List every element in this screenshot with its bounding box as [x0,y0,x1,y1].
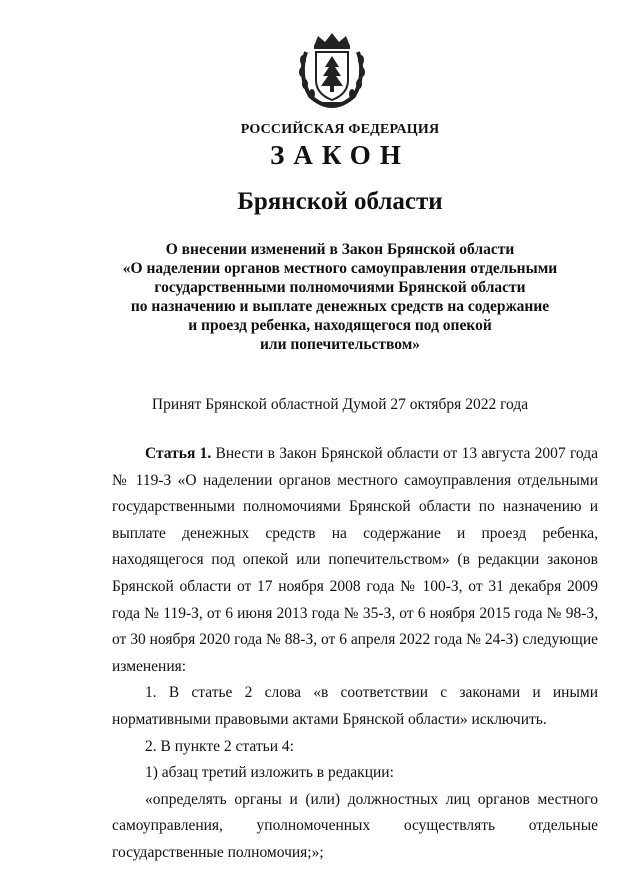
document-type: ЗАКОН [270,140,410,170]
article-1-heading: Статья 1. [145,445,212,462]
article-1-paragraph [112,441,598,680]
bryansk-coat-of-arms-icon [294,30,370,110]
law-title-line: или попечительством» [259,336,421,353]
adoption-note: Принят Брянской областной Думой 27 октября 2022 года [151,396,529,413]
list-item: «определять органы и (или) должностных лиц органов местного самоуправления, уполномоченных осуществлять отдельные государственные полномочия;»; [112,790,598,861]
law-title-line: «О наделении органов местного самоуправления отдельными [122,260,558,277]
list-item: 1. В статье 2 слова «в соответствии с законами и иными нормативными правовыми актами Брянской области» исключить. [112,684,598,728]
law-title-line: по назначению и выплате денежных средств на содержание [130,298,550,315]
law-title-line: и проезд ребенка, находящегося под опекой [188,317,492,334]
law-title-line: государственными полномочиями Брянской области [154,279,526,296]
list-item: 2. В пункте 2 статьи 4: [145,737,294,755]
article-1-text: Внести в Закон Брянской области от 13 августа 2007 года № 119-З «О наделении органов местного самоуправления отдельными государственными полномочиями Брянской области по назначению и выплате денежных средств на содержание и проезд ребенка, находящегося под опекой или попечительством» (в редакции законов Брянской области от 17 ноября 2008 года № 100-З, от 31 декабря 2009 года № 119-З, от 6 июня 2013 года № 35-З, от 6 ноября 2015 года № 98-З, от 30 ноября 2020 года № 88-З, от 6 апреля 2022 года № 24-З) следующие изменения: [112,445,598,675]
federation-header: РОССИЙСКАЯ ФЕДЕРАЦИЯ [240,122,440,137]
law-title [60,240,620,354]
region-title: Брянской области [237,188,443,215]
law-body [112,441,598,867]
list-item: 1) абзац третий изложить в редакции: [145,764,394,782]
law-title-line: О внесении изменений в Закон Брянской области [165,241,515,258]
